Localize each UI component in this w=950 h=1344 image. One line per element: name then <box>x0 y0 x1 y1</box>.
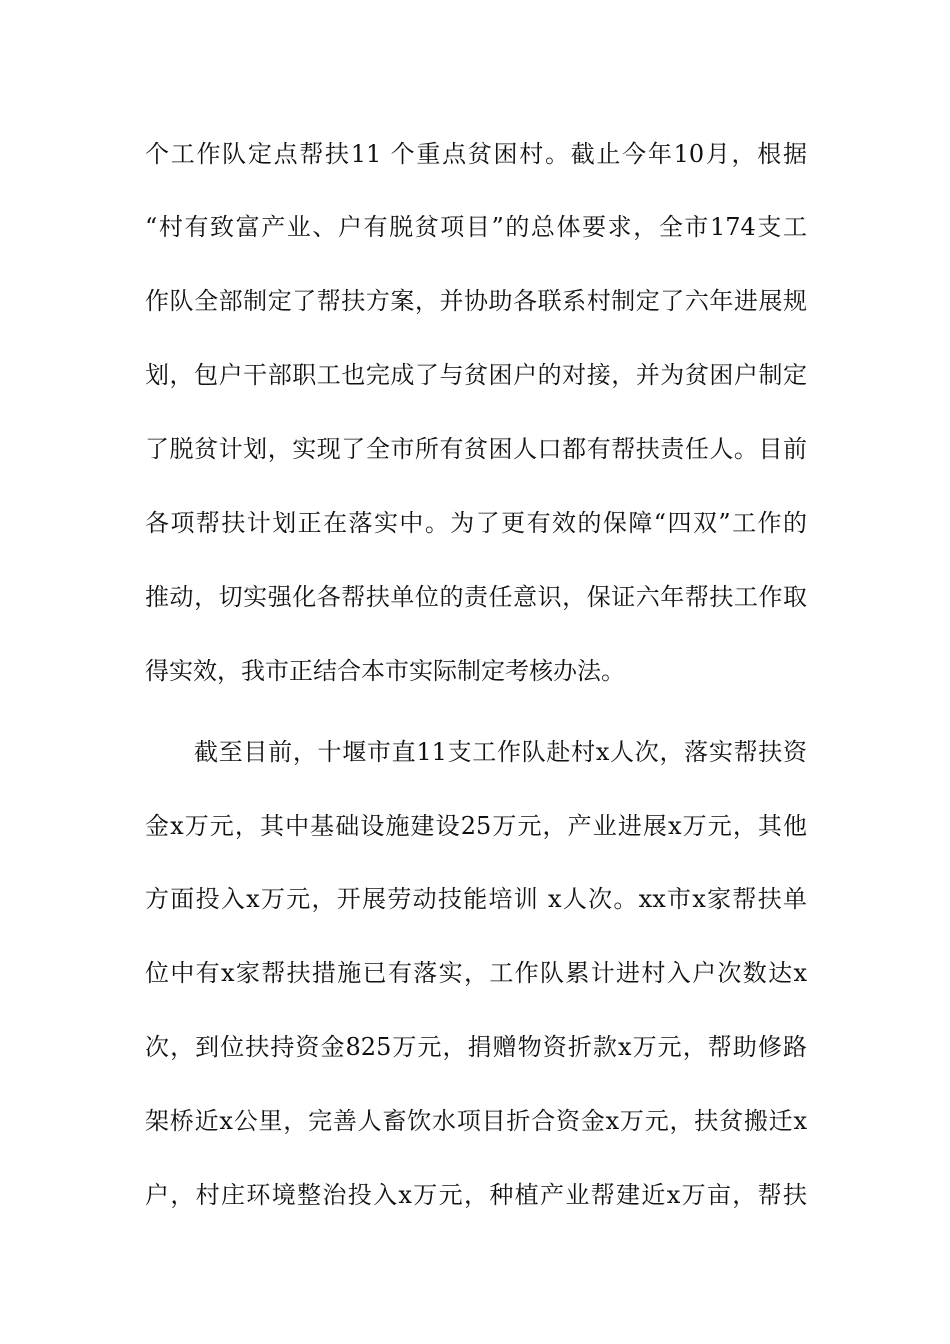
paragraph-line-4: 划，包户干部职工也完成了与贫困户的对接，并为贫困户制定 <box>145 361 807 389</box>
paragraph-line-1: 个工作队定点帮扶11 个重点贫困村。截止今年10月，根据 <box>145 140 807 168</box>
paragraph-line-12: 位中有x家帮扶措施已有落实，工作队累计进村入户次数达x <box>145 959 807 987</box>
paragraph-line-8: 得实效，我市正结合本市实际制定考核办法。 <box>145 657 625 685</box>
paragraph-line-5: 了脱贫计划，实现了全市所有贫困人口都有帮扶责任人。目前 <box>145 435 807 463</box>
paragraph-line-3: 作队全部制定了帮扶方案，并协助各联系村制定了六年进展规 <box>145 287 807 315</box>
paragraph-line-11: 方面投入x万元，开展劳动技能培训 x人次。xx市x家帮扶单 <box>145 885 807 913</box>
paragraph-line-6: 各项帮扶计划正在落实中。为了更有效的保障“四双”工作的 <box>145 509 807 537</box>
paragraph-line-13: 次，到位扶持资金825万元，捐赠物资折款x万元，帮助修路 <box>145 1033 807 1061</box>
paragraph-line-7: 推动，切实强化各帮扶单位的责任意识，保证六年帮扶工作取 <box>145 583 807 611</box>
paragraph-line-2: “村有致富产业、户有脱贫项目”的总体要求，全市174支工 <box>145 213 807 241</box>
paragraph-line-14: 架桥近x公里，完善人畜饮水项目折合资金x万元，扶贫搬迁x <box>145 1107 807 1135</box>
paragraph-line-9: 截至目前，十堰市直11支工作队赴村x人次，落实帮扶资 <box>194 738 807 766</box>
paragraph-line-10: 金x万元，其中基础设施建设25万元，产业进展x万元，其他 <box>145 812 807 840</box>
paragraph-line-15: 户，村庄环境整治投入x万元，种植产业帮建近x万亩，帮扶 <box>145 1181 807 1209</box>
